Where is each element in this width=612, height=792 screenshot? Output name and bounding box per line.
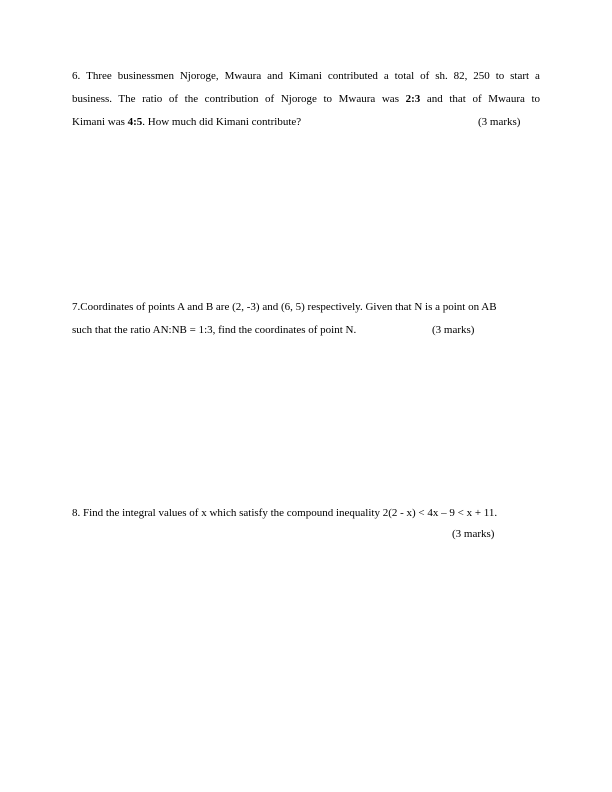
q6-word: total (394, 70, 415, 82)
q6-text: . How much did Kimani contribute? (142, 116, 302, 128)
question-8 (72, 502, 552, 525)
question-7-marks: (3 marks) (432, 324, 475, 336)
ratio-njoroge-mwaura: 2:3 (405, 93, 421, 105)
question-7-line-1: 7.Coordinates of points A and B are (2, -3) and (6, 5) respectively. Given that N is a point on AB (72, 301, 497, 313)
q6-word: 6. (72, 70, 81, 82)
q6-text: and that of Mwaura to (426, 93, 541, 105)
q6-word: to (495, 70, 505, 82)
question-6-line-2 (72, 88, 540, 111)
q6-word: 250 (473, 70, 490, 82)
question-8-marks: (3 marks) (452, 528, 495, 540)
q6-word: and (267, 70, 284, 82)
q6-word: a (383, 70, 389, 82)
question-8-line-1: 8. Find the integral values of x which satisfy the compound inequality 2(2 - x) < 4x – 9 < x + 11. (72, 507, 498, 519)
q6-word: start (510, 70, 530, 82)
q6-text: Kimani was (72, 116, 125, 128)
question-6-line-1 (72, 65, 540, 88)
q6-word: a (535, 70, 540, 82)
q6-word: businessmen (117, 70, 174, 82)
ratio-mwaura-kimani: 4:5 (127, 116, 143, 128)
question-7-line-2: such that the ratio AN:NB = 1:3, find the coordinates of point N. (72, 324, 357, 336)
q6-word: sh. (435, 70, 448, 82)
question-6-line-3 (72, 111, 540, 134)
q6-word: Kimani (288, 70, 322, 82)
q6-word: of (420, 70, 430, 82)
q6-text: business. The ratio of the contribution of Njoroge to Mwaura was (72, 93, 399, 105)
question-6 (72, 65, 540, 134)
q6-word: Njoroge, (179, 70, 219, 82)
q6-word: contributed (327, 70, 378, 82)
q6-word: Three (86, 70, 112, 82)
question-6-marks: (3 marks) (478, 116, 521, 128)
q6-word: 82, (453, 70, 468, 82)
q6-word: Mwaura (224, 70, 262, 82)
